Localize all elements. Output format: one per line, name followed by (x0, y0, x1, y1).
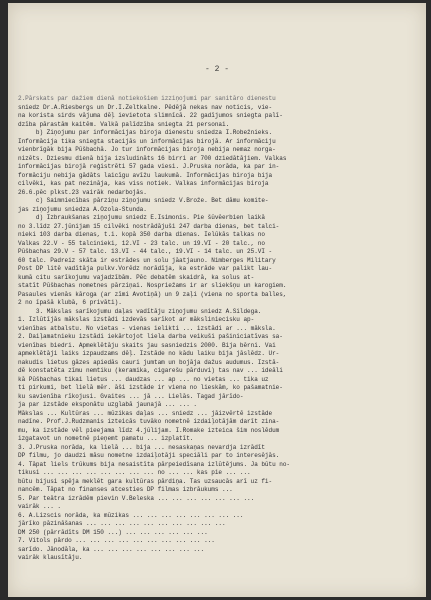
text-line: statīt Pūšbachas nometnes pārziņai. Nospriežams ir ar sliekšņu un karogiem. (18, 282, 287, 289)
text-line: jārīko pāzināšanas ... ... ... ... ... ... ... ... ... ... (18, 520, 226, 527)
text-line: DM 250 (pārrādīts DM 150 ...) ... ... ... ... ... ... (18, 528, 208, 536)
text-line: c) Saimniecības pārziņu ziņojumu sniedz V.Brože. Bet dāmu komite- (18, 197, 269, 204)
typewritten-page (8, 3, 426, 597)
text-line: dē konstatēta zīmu nemtiku (keramika, cigarešu pārduvi) tas nav ... ideāli (18, 367, 283, 374)
text-line: 4. Tāpat liels trūkums bija nesaistīta pārpeiedīsana izlūtējums. Ja būtu no- (18, 460, 290, 468)
text-line: Post DP litē vadītāja pulkv.Vorēdz norādīja, ka estrāde var palikt lau- (18, 265, 273, 272)
text-line: izgatavot un nometnē pieņemt pamatu ... izplatīt. (18, 435, 194, 442)
text-line: mu, ka izstāde vēl pieejama līdz 4.jūlijam. I.Romake izteica šim noslēdum (18, 426, 280, 434)
text-line: tikusi ... ... ... ... ... ... ... ... no ... ... kas pie ... ... (18, 469, 251, 476)
text-line: vienības atbalstu. No vietas - vienas ielikti ... izstādi ar ... māksla. (18, 324, 276, 332)
text-line: ja par izstāde eksponātu uzglabā jaunajā ... ... . (18, 401, 197, 408)
text-line: Valkas 22.V - 55 talcinieki, 12.VI - 23 talc. un 19.VI - 20 talc., no (18, 239, 265, 247)
text-line: b) Ziņojumu par informācijas biroja dienestu sniedza I.Robežnieks. (18, 129, 273, 136)
text-line: formāciju nebija gādāts laicīgu avīžu laukumā. Informācijas biroja bija (18, 171, 273, 179)
text-line: d) Izbraukšanas ziņojumu sniedz E.Isimonis. Pie šūvēerbien laikā (18, 214, 265, 221)
text-line: Informācija tika sniegta stacijās un informācijas birojā. Ar informāciju (18, 137, 276, 145)
text-line: jas ziņojumu sniedza A.Ozola-Stunda. (18, 205, 147, 213)
text-line: informācijas birojā reģistrēti 57 gada viesi. J.Pruska norāda, ka par in- (18, 163, 280, 170)
text-line: 7. Vitols pārdo ... ... ... ... ... ... ... ... ... ... (18, 537, 215, 544)
text-line: 3. J.Pruska norāda, ka lielā ... bija ... nesaskaņas nevardja izrādīt (18, 443, 265, 451)
text-line: 6. A.Lizscis norāda, ka mūzikas ... ... ... ... ... ... ... ... (18, 511, 244, 519)
text-line: kā Pūšbachas tikai lietus ... daudzas ... ap ... no vietas ... tika uz (18, 375, 269, 383)
text-line: DP filmu, jo daudzi māsu nometne izdaiļotāji speciāli par to interesējās. (18, 452, 280, 459)
text-line: apmeklētāji laiks izpaudzams dēļ. Izstāde no kādu laiku bija jāslēdz. Ūr- (18, 350, 280, 357)
text-line: nancēm. Tāpat no finanses atcesties DP filmas izbrāukums ... (18, 486, 233, 493)
text-line: ku savienība rīkojusi. Gvaites ... jā ... Lielās. Tagad jārīdo- (18, 392, 244, 400)
text-line: vienbrīgāk bija Pūšbachā. Jo tur informācijas biroja nebija nemaz norga- (18, 146, 276, 153)
page-number: - 2 - (204, 65, 229, 74)
text-line: ti pirkumi, bet lielā mēr. āši izstāde ir viena no lieskām, ko pašamatnie- (18, 384, 283, 391)
text-line: vairāk ... . (18, 503, 61, 510)
text-line: nizēts. Dziesmu dienā bija izsludināts 16 birri ar 700 dziedātājiem. Valkas (18, 154, 287, 162)
text-line: 60 talc. Padreiz skāta ir estrādes un solu jāatjauno. Nimberges Military (18, 256, 276, 264)
text-line: vairāk klausītāju. (18, 554, 83, 561)
text-line: sniedz Dr.A.Riesbergs un Dr.I.Zeltkalne. Pēdējā nekas nav noticis, vie- (18, 103, 273, 111)
text-line: Pasaules vienās kāroga (ar zīmi Avotiņā) un 9 zaļi (viena no sporta balles, (18, 290, 287, 298)
text-line: būtu bijusi spēja meklēt gara kultūras pārdiņa. Tas uzsaucās arī uz fi- (18, 477, 273, 485)
text-line: Pūšbachas 29.V - 57 talc. 13.VI - 44 talc., 19.VI - 14 talc. un 25.VI - (18, 248, 273, 255)
text-line: Mākslas ... Kultūras ... mūzikas daļas ... sniedz ... jāizvērtē izstāde (18, 409, 273, 417)
text-line: dzība pārastām kaitēm. Valkā palīdzība sniegta 21 personai. (18, 120, 230, 128)
text-line: nakudis lietus gāzes apiedās cauri jumtam un bojāja dažus audumus. Izstā- (18, 358, 280, 366)
text-line: cilvēki, kas pat nezināja, kas viss notiek. Valkas informācijas biroja (18, 180, 269, 187)
text-line: vienības biedri. Apmeklētāju skaits jau sasniedzis 2000. Bija bērni. Vai (18, 341, 276, 349)
text-line: 3. Mākslas sarīkojumu daļas vadītāju ziņojumu sniedz A.Sildega. (18, 307, 262, 315)
document-body (18, 95, 416, 563)
text-line: 2.Pārskats par dažiem dienā notiekošiem izziņojumi par sanitāro dienestu (18, 95, 276, 102)
text-line: 2. Daiļamatnieku izstādi iekārtojot liela darba veikuši pašiniciatīvas sa- (18, 333, 283, 340)
text-line: nieki 103 darba dienas, t.i. kopā 350 darba dienas. Ielūkās talkas no (18, 231, 265, 238)
text-line: 26.6.pēc plkst.23 vairāk nedarbojās. (18, 188, 147, 196)
text-line: nadīne. Prof.J.Rudzmanis izteicās tuvāko nometnē izdaiļotājām darīt zina- (18, 418, 280, 425)
text-line: sarīdo. Jānodāla, ka ... ... ... ... ... ... ... ... (18, 545, 205, 553)
text-line: 1. Izlūtījās mākslas izstādi izdevās sarīkot ar māksliniecisku ap- (18, 316, 255, 323)
text-line: 5. Par teātra izrādēm pievin V.Beleska ... ... ... ... ... ... ... (18, 494, 255, 502)
text-line: na korista sirds vājuma dēļ ievietota slimnīcā. 22 gadījumos sniegta palī- (18, 112, 283, 119)
text-line: 2 no īpašā klubā, 6 privāti). (18, 299, 122, 306)
text-line: kumā citu sarīkojumu vajadzībām. Pēc debatēm skaidrā, ka solus at- (18, 273, 255, 281)
text-line: no 3.līdz 27.jūnijam 15 cilvēki nostrādājuši 247 darba dienas, bet talci- (18, 222, 280, 230)
